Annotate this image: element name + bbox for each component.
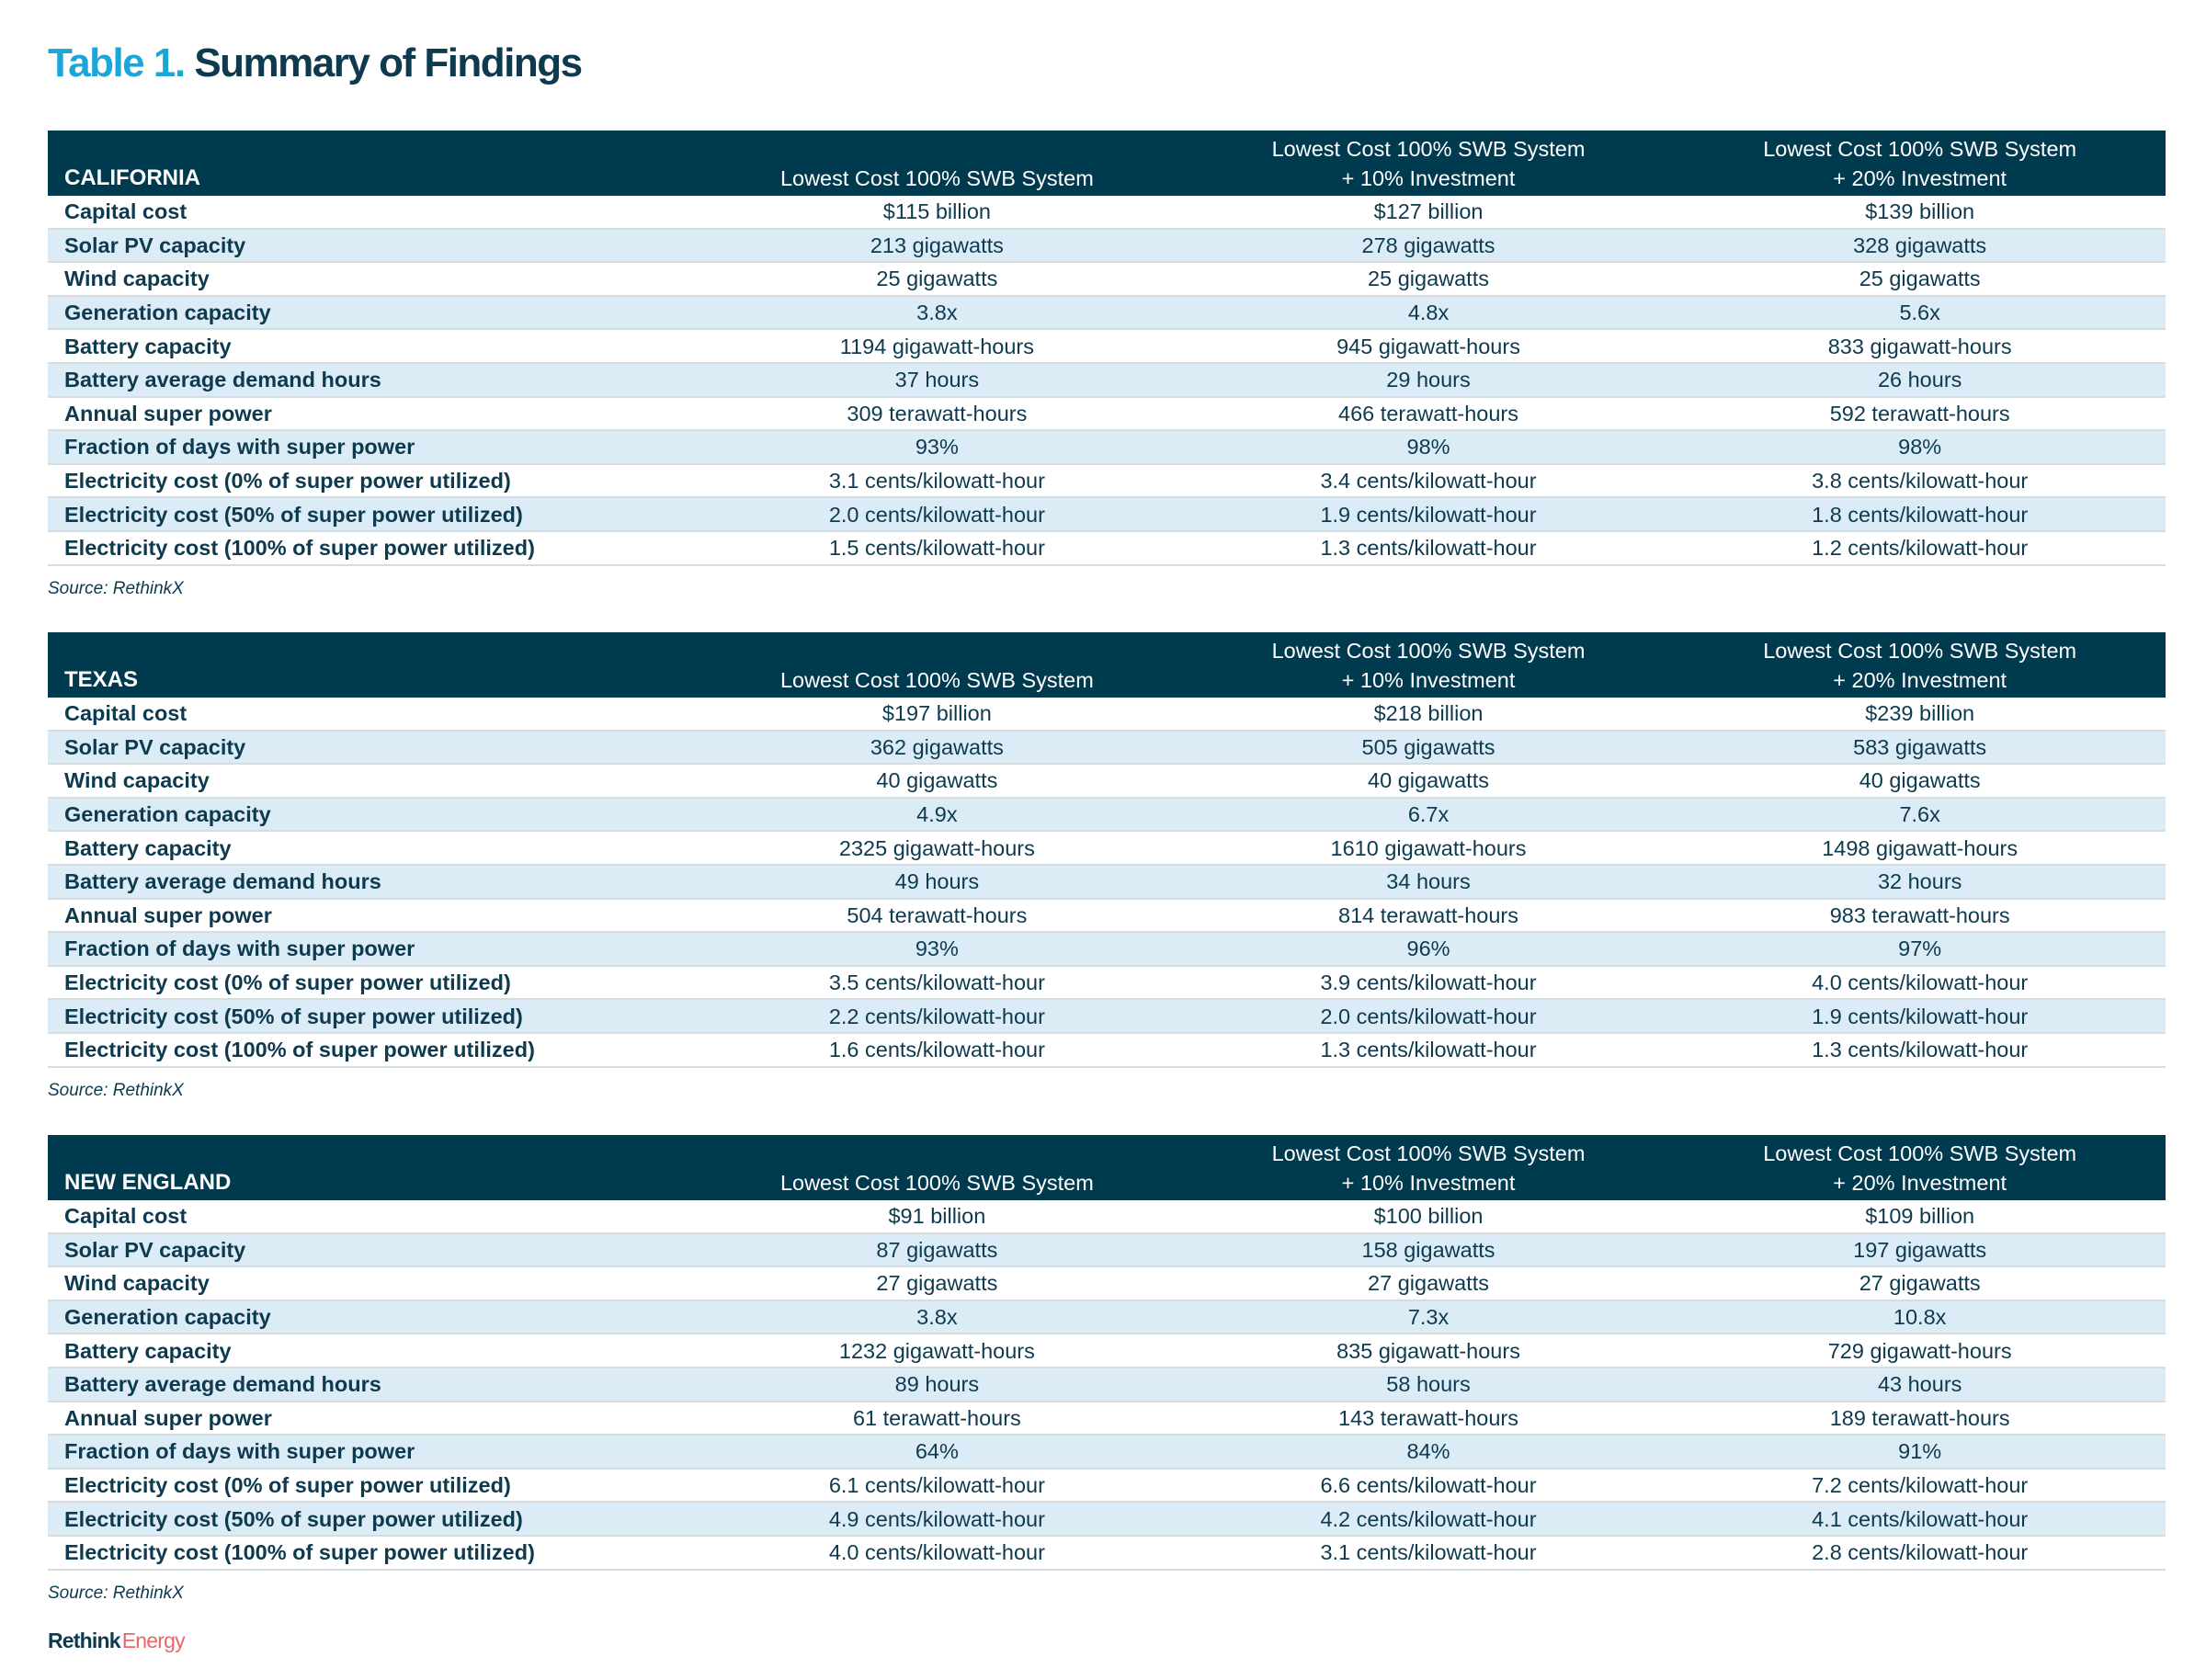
row-label: Annual super power: [48, 1402, 691, 1436]
table-cell: 97%: [1674, 932, 2166, 966]
table-row: [48, 464, 2166, 498]
table-title-text: Summary of Findings: [194, 40, 582, 85]
table-cell: 2325 gigawatt-hours: [691, 831, 1183, 865]
table-cell: 1.2 cents/kilowatt-hour: [1674, 531, 2166, 565]
table-cell: 1.3 cents/kilowatt-hour: [1674, 1033, 2166, 1067]
table-cell: 26 hours: [1674, 363, 2166, 397]
table-row: [48, 363, 2166, 397]
table-row: [48, 865, 2166, 899]
table-cell: 29 hours: [1183, 363, 1675, 397]
column-header-line2: + 10% Investment: [1341, 1171, 1516, 1195]
column-header: [691, 1135, 1183, 1200]
row-label: Battery average demand hours: [48, 363, 691, 397]
row-label: Electricity cost (0% of super power utilized): [48, 464, 691, 498]
region-header: TEXAS: [48, 632, 691, 698]
column-header: [1183, 131, 1675, 196]
table-cell: $109 billion: [1674, 1200, 2166, 1233]
row-label: Electricity cost (50% of super power utilized): [48, 1502, 691, 1536]
table-row: [48, 698, 2166, 731]
summary-table-new-england: [48, 1135, 2166, 1571]
table-cell: 4.9x: [691, 798, 1183, 832]
column-header-line2: Lowest Cost 100% SWB System: [779, 166, 1094, 190]
table-cell: 7.3x: [1183, 1300, 1675, 1334]
table-row: [48, 329, 2166, 363]
column-header: [1674, 1135, 2166, 1200]
table-row: [48, 1200, 2166, 1233]
table-cell: 1.3 cents/kilowatt-hour: [1183, 1033, 1675, 1067]
logo-energy: Energy: [121, 1629, 185, 1652]
table-cell: 2.8 cents/kilowatt-hour: [1674, 1536, 2166, 1570]
table-cell: 1.8 cents/kilowatt-hour: [1674, 497, 2166, 531]
table-cell: 25 gigawatts: [1674, 262, 2166, 296]
table-cell: 91%: [1674, 1435, 2166, 1469]
column-header-line2: Lowest Cost 100% SWB System: [779, 1171, 1094, 1195]
findings-table: [48, 131, 2166, 566]
table-cell: 49 hours: [691, 865, 1183, 899]
table-row: [48, 831, 2166, 865]
logo-rethink: Rethink: [48, 1629, 120, 1652]
table-cell: 504 terawatt-hours: [691, 899, 1183, 933]
table-number: Table 1.: [48, 40, 185, 85]
table-row: [48, 731, 2166, 765]
table-cell: 7.2 cents/kilowatt-hour: [1674, 1469, 2166, 1503]
table-cell: 96%: [1183, 932, 1675, 966]
table-cell: 729 gigawatt-hours: [1674, 1334, 2166, 1368]
table-row: [48, 1334, 2166, 1368]
table-cell: 4.0 cents/kilowatt-hour: [1674, 966, 2166, 1000]
table-cell: 7.6x: [1674, 798, 2166, 832]
table-cell: 6.6 cents/kilowatt-hour: [1183, 1469, 1675, 1503]
page-title: [48, 40, 582, 86]
table-cell: 833 gigawatt-hours: [1674, 329, 2166, 363]
region-header: NEW ENGLAND: [48, 1135, 691, 1200]
column-header-line2: + 20% Investment: [1833, 668, 2007, 692]
table-cell: 213 gigawatts: [691, 229, 1183, 263]
table-cell: 98%: [1674, 430, 2166, 464]
table-row: [48, 1402, 2166, 1436]
table-cell: 505 gigawatts: [1183, 731, 1675, 765]
table-cell: 2.2 cents/kilowatt-hour: [691, 999, 1183, 1033]
table-cell: 10.8x: [1674, 1300, 2166, 1334]
table-cell: $239 billion: [1674, 698, 2166, 731]
table-header-row: [48, 632, 2166, 698]
table-cell: 3.8 cents/kilowatt-hour: [1674, 464, 2166, 498]
row-label: Annual super power: [48, 397, 691, 431]
column-header: [1674, 131, 2166, 196]
row-label: Electricity cost (50% of super power utilized): [48, 497, 691, 531]
table-cell: 3.4 cents/kilowatt-hour: [1183, 464, 1675, 498]
row-label: Battery capacity: [48, 1334, 691, 1368]
table-cell: 197 gigawatts: [1674, 1233, 2166, 1267]
table-cell: 1232 gigawatt-hours: [691, 1334, 1183, 1368]
column-header-line2: Lowest Cost 100% SWB System: [779, 668, 1094, 692]
table-cell: 32 hours: [1674, 865, 2166, 899]
row-label: Electricity cost (0% of super power utilized): [48, 966, 691, 1000]
table-cell: 27 gigawatts: [1674, 1266, 2166, 1300]
table-cell: 5.6x: [1674, 296, 2166, 330]
table-cell: 1194 gigawatt-hours: [691, 329, 1183, 363]
table-cell: 40 gigawatts: [1674, 764, 2166, 798]
table-cell: 835 gigawatt-hours: [1183, 1334, 1675, 1368]
column-header: [691, 131, 1183, 196]
table-cell: $127 billion: [1183, 196, 1675, 229]
table-cell: 309 terawatt-hours: [691, 397, 1183, 431]
table-cell: 4.9 cents/kilowatt-hour: [691, 1502, 1183, 1536]
row-label: Fraction of days with super power: [48, 1435, 691, 1469]
row-label: Wind capacity: [48, 1266, 691, 1300]
table-row: [48, 1368, 2166, 1402]
row-label: Electricity cost (100% of super power utilized): [48, 531, 691, 565]
table-cell: 592 terawatt-hours: [1674, 397, 2166, 431]
table-cell: 4.1 cents/kilowatt-hour: [1674, 1502, 2166, 1536]
table-row: [48, 966, 2166, 1000]
table-row: [48, 430, 2166, 464]
column-header-line1: [691, 134, 1183, 164]
table-cell: 6.1 cents/kilowatt-hour: [691, 1469, 1183, 1503]
rethink-energy-logo: [48, 1629, 185, 1653]
row-label: Fraction of days with super power: [48, 932, 691, 966]
column-header-line1: Lowest Cost 100% SWB System: [1763, 1141, 2077, 1165]
column-header-line1: Lowest Cost 100% SWB System: [1271, 137, 1586, 161]
row-label: Electricity cost (50% of super power utilized): [48, 999, 691, 1033]
findings-table: [48, 1135, 2166, 1571]
column-header-line1: Lowest Cost 100% SWB System: [1271, 1141, 1586, 1165]
column-header-line1: Lowest Cost 100% SWB System: [1763, 137, 2077, 161]
column-header-line2: + 20% Investment: [1833, 166, 2007, 190]
row-label: Annual super power: [48, 899, 691, 933]
row-label: Battery average demand hours: [48, 1368, 691, 1402]
table-cell: 98%: [1183, 430, 1675, 464]
column-header: [1183, 1135, 1675, 1200]
table-cell: 37 hours: [691, 363, 1183, 397]
table-cell: 945 gigawatt-hours: [1183, 329, 1675, 363]
table-cell: 466 terawatt-hours: [1183, 397, 1675, 431]
table-cell: $139 billion: [1674, 196, 2166, 229]
column-header: [691, 632, 1183, 698]
table-row: [48, 1300, 2166, 1334]
table-row: [48, 296, 2166, 330]
row-label: Solar PV capacity: [48, 1233, 691, 1267]
table-cell: 4.0 cents/kilowatt-hour: [691, 1536, 1183, 1570]
table-cell: 4.2 cents/kilowatt-hour: [1183, 1502, 1675, 1536]
source-note: Source: RethinkX: [48, 1081, 184, 1100]
table-cell: 3.5 cents/kilowatt-hour: [691, 966, 1183, 1000]
table-cell: 583 gigawatts: [1674, 731, 2166, 765]
column-header-line2: + 10% Investment: [1341, 166, 1516, 190]
table-cell: 2.0 cents/kilowatt-hour: [691, 497, 1183, 531]
column-header-line1: Lowest Cost 100% SWB System: [1271, 639, 1586, 663]
row-label: Generation capacity: [48, 1300, 691, 1334]
region-header: CALIFORNIA: [48, 131, 691, 196]
table-header-row: [48, 131, 2166, 196]
row-label: Electricity cost (100% of super power utilized): [48, 1033, 691, 1067]
table-cell: 6.7x: [1183, 798, 1675, 832]
column-header-line1: [691, 636, 1183, 665]
table-cell: 1.3 cents/kilowatt-hour: [1183, 531, 1675, 565]
table-cell: 1.9 cents/kilowatt-hour: [1183, 497, 1675, 531]
table-cell: 93%: [691, 932, 1183, 966]
table-cell: 1610 gigawatt-hours: [1183, 831, 1675, 865]
table-cell: 2.0 cents/kilowatt-hour: [1183, 999, 1675, 1033]
table-cell: 3.1 cents/kilowatt-hour: [691, 464, 1183, 498]
table-row: [48, 1502, 2166, 1536]
table-row: [48, 764, 2166, 798]
table-cell: $100 billion: [1183, 1200, 1675, 1233]
row-label: Generation capacity: [48, 798, 691, 832]
column-header: [1674, 632, 2166, 698]
row-label: Capital cost: [48, 1200, 691, 1233]
row-label: Solar PV capacity: [48, 731, 691, 765]
findings-table: [48, 632, 2166, 1068]
table-row: [48, 196, 2166, 229]
table-cell: 1.5 cents/kilowatt-hour: [691, 531, 1183, 565]
row-label: Solar PV capacity: [48, 229, 691, 263]
table-cell: 1.9 cents/kilowatt-hour: [1674, 999, 2166, 1033]
table-row: [48, 1233, 2166, 1267]
column-header: [1183, 632, 1675, 698]
row-label: Wind capacity: [48, 262, 691, 296]
table-cell: $115 billion: [691, 196, 1183, 229]
table-row: [48, 932, 2166, 966]
table-row: [48, 1033, 2166, 1067]
column-header-line2: + 20% Investment: [1833, 1171, 2007, 1195]
table-cell: 61 terawatt-hours: [691, 1402, 1183, 1436]
table-cell: 1.6 cents/kilowatt-hour: [691, 1033, 1183, 1067]
row-label: Capital cost: [48, 698, 691, 731]
table-cell: 58 hours: [1183, 1368, 1675, 1402]
table-cell: 814 terawatt-hours: [1183, 899, 1675, 933]
table-row: [48, 497, 2166, 531]
table-cell: 40 gigawatts: [691, 764, 1183, 798]
table-cell: 64%: [691, 1435, 1183, 1469]
table-row: [48, 1435, 2166, 1469]
table-header-row: [48, 1135, 2166, 1200]
table-row: [48, 262, 2166, 296]
table-cell: 3.8x: [691, 296, 1183, 330]
table-cell: 25 gigawatts: [1183, 262, 1675, 296]
table-cell: 158 gigawatts: [1183, 1233, 1675, 1267]
source-note: Source: RethinkX: [48, 1584, 184, 1603]
table-cell: 362 gigawatts: [691, 731, 1183, 765]
table-cell: 328 gigawatts: [1674, 229, 2166, 263]
row-label: Battery average demand hours: [48, 865, 691, 899]
table-cell: $218 billion: [1183, 698, 1675, 731]
column-header-line1: Lowest Cost 100% SWB System: [1763, 639, 2077, 663]
table-cell: 25 gigawatts: [691, 262, 1183, 296]
row-label: Electricity cost (100% of super power utilized): [48, 1536, 691, 1570]
table-cell: 87 gigawatts: [691, 1233, 1183, 1267]
source-note: Source: RethinkX: [48, 579, 184, 598]
table-cell: 27 gigawatts: [691, 1266, 1183, 1300]
row-label: Battery capacity: [48, 329, 691, 363]
table-cell: 93%: [691, 430, 1183, 464]
table-cell: 983 terawatt-hours: [1674, 899, 2166, 933]
row-label: Electricity cost (0% of super power utilized): [48, 1469, 691, 1503]
table-row: [48, 397, 2166, 431]
row-label: Wind capacity: [48, 764, 691, 798]
summary-table-california: [48, 131, 2166, 566]
summary-table-texas: [48, 632, 2166, 1068]
table-cell: 3.8x: [691, 1300, 1183, 1334]
table-cell: 3.9 cents/kilowatt-hour: [1183, 966, 1675, 1000]
row-label: Fraction of days with super power: [48, 430, 691, 464]
table-cell: 27 gigawatts: [1183, 1266, 1675, 1300]
row-label: Battery capacity: [48, 831, 691, 865]
table-cell: 1498 gigawatt-hours: [1674, 831, 2166, 865]
table-row: [48, 229, 2166, 263]
table-cell: 189 terawatt-hours: [1674, 1402, 2166, 1436]
table-row: [48, 999, 2166, 1033]
table-row: [48, 1536, 2166, 1570]
table-cell: 4.8x: [1183, 296, 1675, 330]
table-cell: 89 hours: [691, 1368, 1183, 1402]
table-cell: $91 billion: [691, 1200, 1183, 1233]
table-cell: 43 hours: [1674, 1368, 2166, 1402]
table-row: [48, 531, 2166, 565]
row-label: Generation capacity: [48, 296, 691, 330]
column-header-line2: + 10% Investment: [1341, 668, 1516, 692]
table-row: [48, 899, 2166, 933]
table-cell: 34 hours: [1183, 865, 1675, 899]
table-cell: 84%: [1183, 1435, 1675, 1469]
table-row: [48, 798, 2166, 832]
column-header-line1: [691, 1139, 1183, 1168]
table-cell: 143 terawatt-hours: [1183, 1402, 1675, 1436]
table-row: [48, 1266, 2166, 1300]
table-cell: 40 gigawatts: [1183, 764, 1675, 798]
table-row: [48, 1469, 2166, 1503]
table-cell: 278 gigawatts: [1183, 229, 1675, 263]
table-cell: 3.1 cents/kilowatt-hour: [1183, 1536, 1675, 1570]
table-cell: $197 billion: [691, 698, 1183, 731]
row-label: Capital cost: [48, 196, 691, 229]
